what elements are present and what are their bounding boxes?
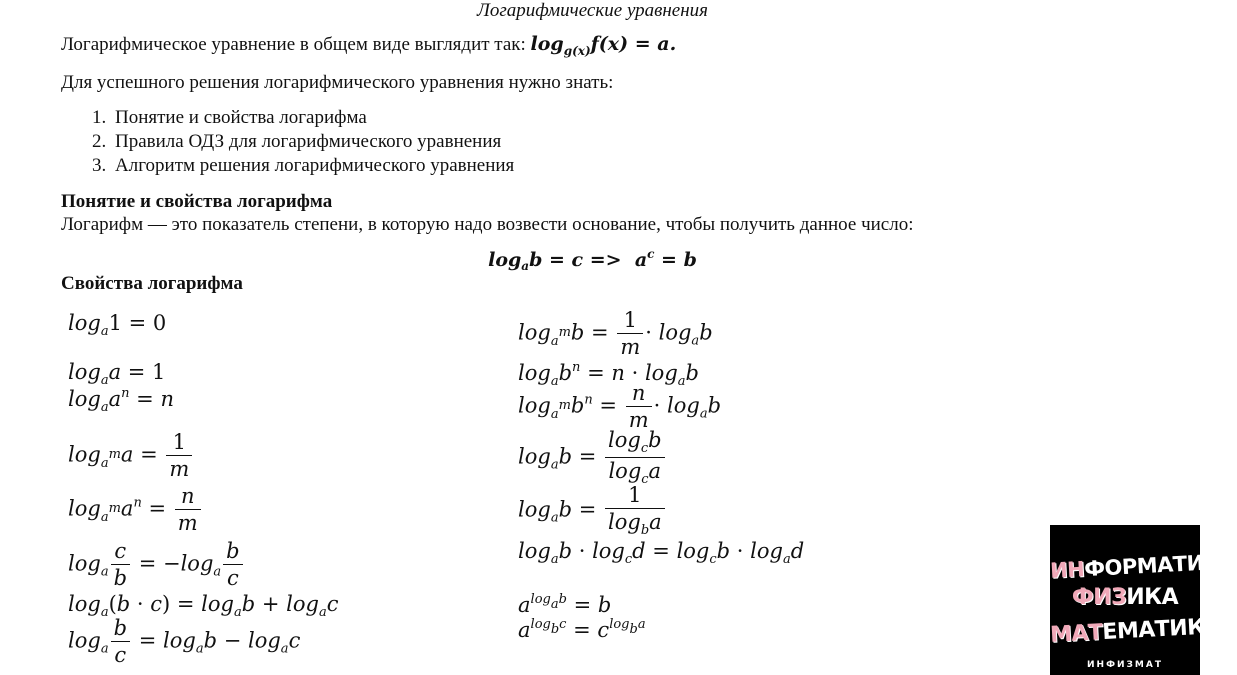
property-log-quotient: $\log_a$ $\frac{b}{c}$ = $\log_ab - \log_ac$ bbox=[68, 616, 301, 667]
list-item: 2. Правила ОДЗ для логарифмического уравнения bbox=[111, 130, 514, 154]
property-reciprocal-base: $\log_ab$ = $\frac{1}{\log_ba}$ bbox=[518, 485, 667, 537]
definition-text: Логарифм — это показатель степени, в которую надо возвести основание, чтобы получить данное число: bbox=[61, 214, 914, 235]
property-log-inverse-fraction: $\log_a$ $\frac{c}{b}$ = $-\log_a$ $\frac{b}{c}$ bbox=[68, 541, 245, 589]
section-heading-concept: Понятие и свойства логарифма bbox=[61, 191, 333, 212]
logo-infizmat: ИНФИЗМАТ bbox=[1087, 660, 1163, 670]
requirements-list bbox=[61, 106, 514, 178]
logo-matematika: МАТЕМАТИКА bbox=[1049, 613, 1222, 648]
infizmat-logo bbox=[1049, 525, 1237, 675]
section-heading-properties: Свойства логарифма bbox=[61, 273, 243, 294]
intro-text: Логарифмическое уравнение в общем виде выглядит так: bbox=[61, 34, 531, 55]
property-basic-identity: $a^{log_ab} = b$ bbox=[518, 592, 612, 617]
property-swap-exponent: $a^{log_bc} = c^{log_ba}$ bbox=[518, 617, 646, 642]
need-to-know-text: Для успешного решения логарифмического уравнения нужно знать: bbox=[61, 72, 614, 93]
intro-line bbox=[61, 33, 676, 58]
property-log-one: $\log_a1 = 0$ bbox=[68, 311, 167, 339]
list-item: 1. Понятие и свойства логарифма bbox=[111, 106, 514, 130]
property-log-root-base-general: $\log_{a^m}b$ = $\frac{1}{m}$ · $\log_ab$ bbox=[518, 308, 713, 359]
definition-formula: $\log_ab = c => a^c = b$ bbox=[488, 247, 697, 273]
property-swap-product: $\log_ab \cdot \log_cd = \log_cb \cdot \log_ad$ bbox=[518, 539, 805, 567]
logo-fizika: ФИЗИКА bbox=[1071, 585, 1179, 610]
property-log-power-base: $\log_aa^n = n$ bbox=[68, 386, 174, 415]
general-formula: $\log_{g(x)}f(x) = a$. bbox=[530, 33, 677, 58]
list-item: 3. Алгоритм решения логарифмического уравнения bbox=[111, 154, 514, 178]
property-change-of-base: $\log_ab$ = $\frac{\log_cb}{\log_ca}$ bbox=[518, 430, 667, 486]
page-title: Логарифмические уравнения bbox=[477, 0, 708, 21]
property-log-root-base: $\log_{a^m}a$ = $\frac{1}{m}$ bbox=[68, 432, 194, 480]
logo-informatika: ИНФОРМАТИКА bbox=[1049, 549, 1237, 583]
property-log-root-power: $\log_{a^m}a^n$ = $\frac{n}{m}$ bbox=[68, 486, 203, 534]
property-log-root-power-general: $\log_{a^m}b^n$ = $\frac{n}{m}$ · $\log_ab$ bbox=[518, 381, 722, 432]
property-log-product: $\log_a(b \cdot c) = \log_ab + \log_ac$ bbox=[68, 592, 339, 620]
property-log-power-arg: $\log_ab^n = n \cdot \log_ab$ bbox=[518, 360, 699, 389]
property-log-base: $\log_aa = 1$ bbox=[68, 360, 166, 388]
